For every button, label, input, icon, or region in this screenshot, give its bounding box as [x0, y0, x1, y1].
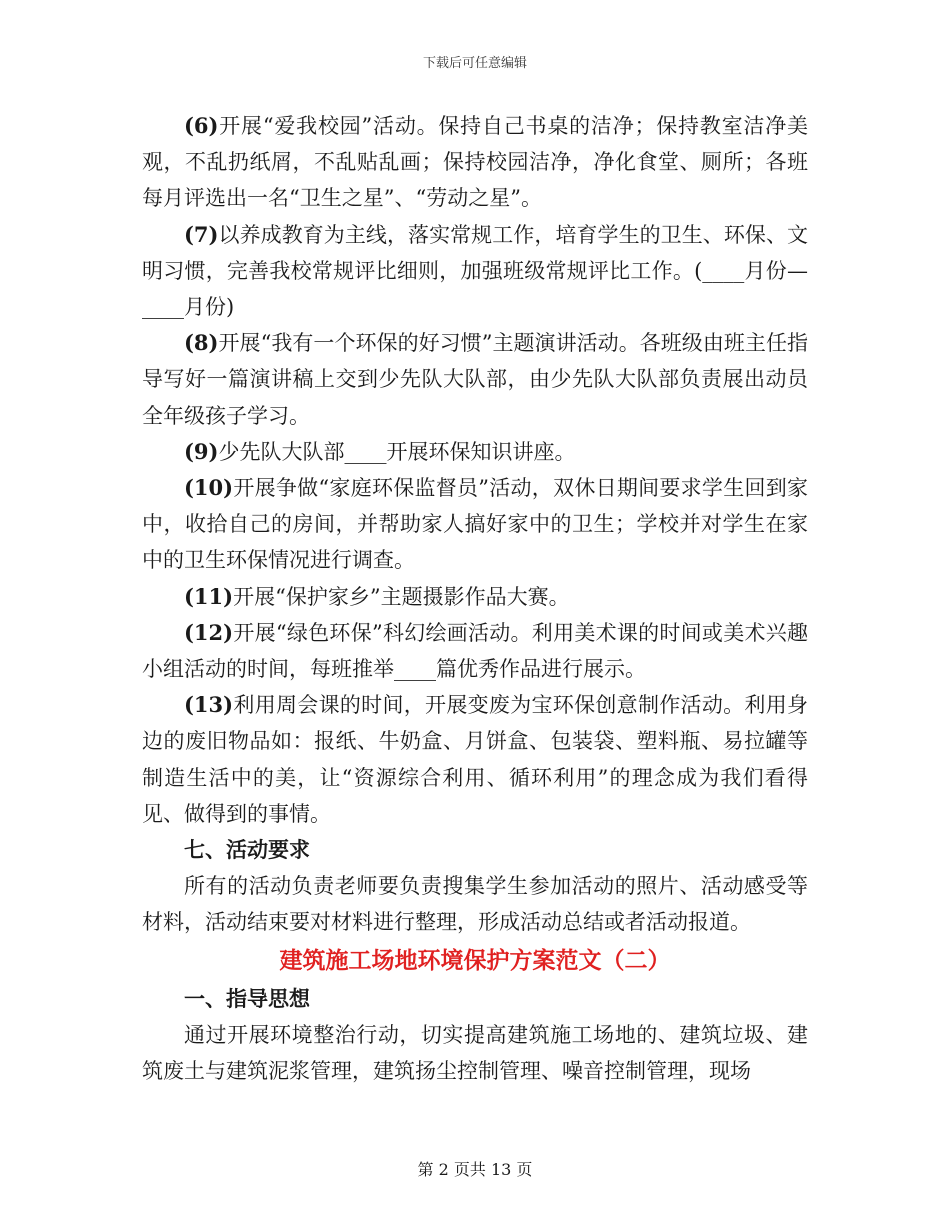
list-item [142, 687, 808, 832]
item-text: 利用周会课的时间，开展变废为宝环保创意制作活动。利用身边的废旧物品如：报纸、牛奶盒、月饼盒、包装袋、塑料瓶、易拉罐等制造生活中的美，让“资源综合利用、循环利用”的理念成为我们看得见、做得到的事情。 [142, 693, 808, 826]
document-title: 建筑施工场地环境保护方案范文（二） [279, 946, 671, 974]
list-item [142, 470, 808, 579]
item-text: 开展“我有一个环保的好习惯”主题演讲活动。各班级由班主任指导写好一篇演讲稿上交到少先队大队部，由少先队大队部负责展出动员全年级孩子学习。 [142, 331, 808, 428]
item-number: (10) [184, 475, 234, 501]
item-number: (11) [184, 583, 234, 609]
list-item [142, 615, 808, 687]
item-number: (7) [184, 221, 219, 247]
list-item [142, 434, 808, 470]
page-footer: 第 2 页共 13 页 [417, 1160, 533, 1179]
item-text: 开展“绿色环保”科幻绘画活动。利用美术课的时间或美术兴趣小组活动的时间，每班推举____篇优秀作品进行展示。 [142, 620, 808, 682]
item-text: 开展争做“家庭环保监督员”活动，双休日期间要求学生回到家中，收拾自己的房间，并帮助家人搞好家中的卫生；学校并对学生在家中的卫生环保情况进行调查。 [142, 476, 808, 573]
item-text: 少先队大队部____开展环保知识讲座。 [218, 439, 576, 464]
item-number: (9) [184, 438, 219, 464]
section-heading: 一、指导思想 [184, 985, 310, 1011]
list-item [142, 217, 808, 326]
item-number: (6) [184, 113, 219, 138]
document-body [142, 108, 808, 1089]
item-number: (12) [184, 619, 234, 645]
section-heading: 七、活动要求 [184, 837, 310, 863]
list-item [142, 325, 808, 434]
list-item [142, 108, 808, 217]
item-text: 以养成教育为主线，落实常规工作，培育学生的卫生、环保、文明习惯，完善我校常规评比细则，加强班级常规评比工作。(____月份—____月份) [142, 222, 808, 320]
item-text: 开展“保护家乡”主题摄影作品大赛。 [233, 584, 570, 609]
section-paragraph: 所有的活动负责老师要负责搜集学生参加活动的照片、活动感受等材料，活动结束要对材料进行整理，形成活动总结或者活动报道。 [142, 874, 808, 935]
page-header: 下载后可任意编辑 [422, 56, 527, 71]
item-number: (8) [184, 330, 219, 356]
item-number: (13) [184, 692, 234, 718]
section-paragraph: 通过开展环境整治行动，切实提高建筑施工场地的、建筑垃圾、建筑废土与建筑泥浆管理，建筑扬尘控制管理、噪音控制管理，现场 [142, 1022, 808, 1084]
list-item [142, 579, 808, 615]
item-text: 开展“爱我校园”活动。保持自己书桌的洁净；保持教室洁净美观，不乱扔纸屑，不乱贴乱画；保持校园洁净，净化食堂、厕所；各班每月评选出一名“卫生之星”、“劳动之星”。 [142, 114, 808, 211]
